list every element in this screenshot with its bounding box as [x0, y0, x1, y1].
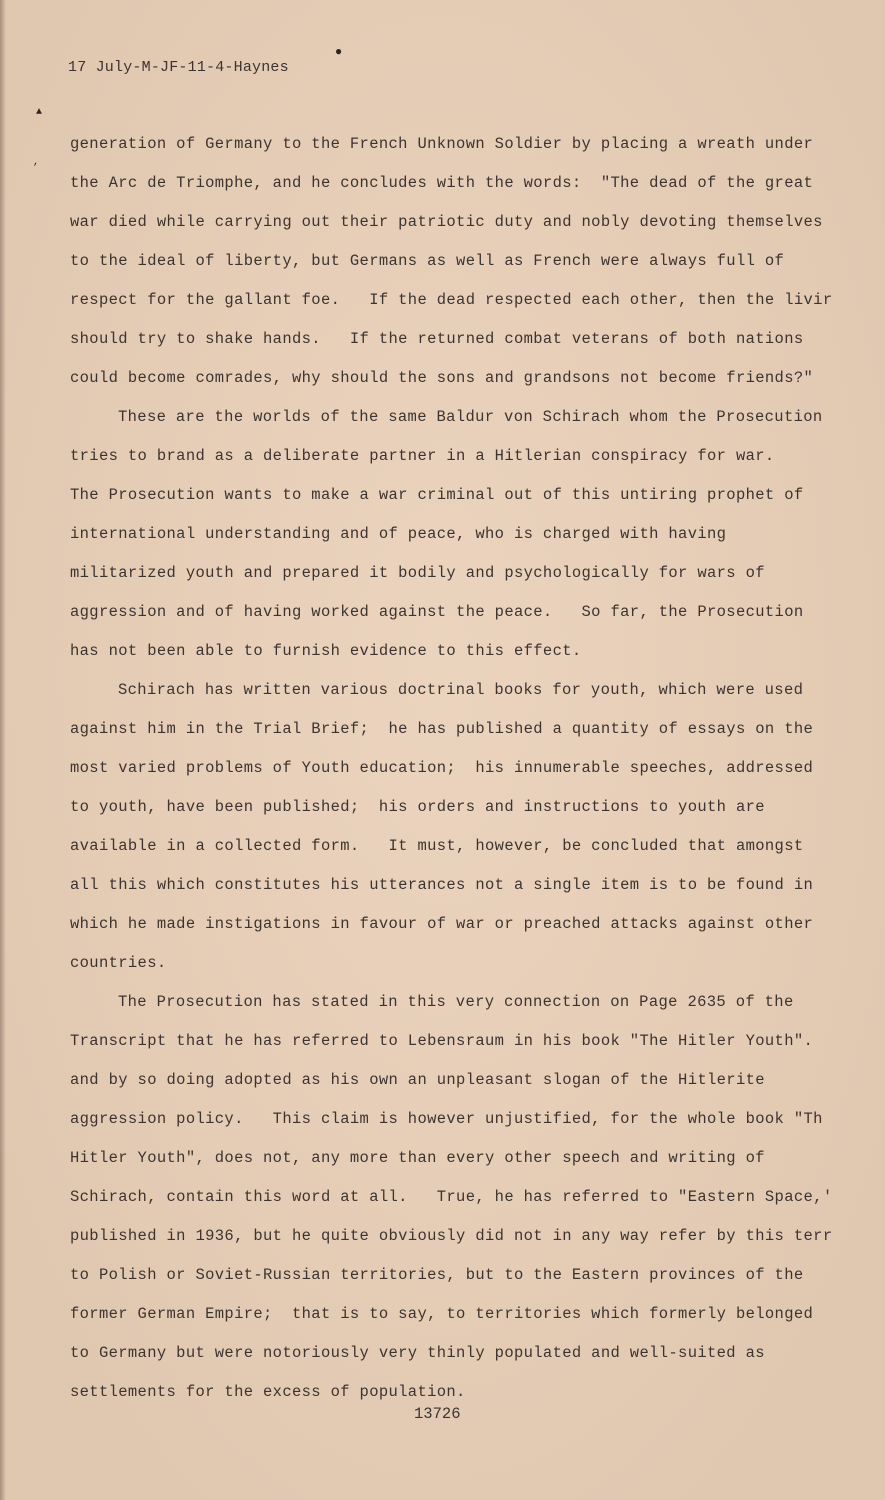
text-line: to Polish or Soviet-Russian territories, but to the Eastern provinces of the	[70, 1266, 804, 1284]
text-line: The Prosecution has stated in this very connection on Page 2635 of the	[118, 993, 794, 1011]
text-line: which he made instigations in favour of war or preached attacks against other	[70, 915, 814, 933]
text-line: most varied problems of Youth education; his innumerable speeches, addressed	[70, 759, 814, 777]
text-line: respect for the gallant foe. If the dead respected each other, then the livir	[70, 291, 833, 309]
text-line: Schirach, contain this word at all. True, he has referred to "Eastern Space,'	[70, 1188, 833, 1206]
text-line: war died while carrying out their patriotic duty and nobly devoting themselves	[70, 213, 823, 231]
text-line: aggression and of having worked against the peace. So far, the Prosecution	[70, 603, 804, 621]
text-line: available in a collected form. It must, however, be concluded that amongst	[70, 837, 804, 855]
text-line: should try to shake hands. If the returned combat veterans of both nations	[70, 330, 804, 348]
text-line: to youth, have been published; his orders and instructions to youth are	[70, 798, 765, 816]
text-line: and by so doing adopted as his own an unpleasant slogan of the Hitlerite	[70, 1071, 765, 1089]
paper-edge-shadow	[0, 0, 6, 1500]
text-line: has not been able to furnish evidence to this effect.	[70, 642, 582, 660]
text-line: The Prosecution wants to make a war criminal out of this untiring prophet of	[70, 486, 804, 504]
text-line: Hitler Youth", does not, any more than every other speech and writing of	[70, 1149, 765, 1167]
text-line: international understanding and of peace, who is charged with having	[70, 525, 727, 543]
ink-speck: ,	[33, 157, 40, 168]
text-line: aggression policy. This claim is however unjustified, for the whole book "Th	[70, 1110, 823, 1128]
ink-speck: ▲	[36, 107, 43, 118]
text-line: tries to brand as a deliberate partner in a Hitlerian conspiracy for war.	[70, 447, 775, 465]
ink-speck: ●	[335, 45, 343, 59]
text-line: generation of Germany to the French Unknown Soldier by placing a wreath under	[70, 135, 814, 153]
text-line: former German Empire; that is to say, to territories which formerly belonged	[70, 1305, 814, 1323]
text-line: militarized youth and prepared it bodily and psychologically for wars of	[70, 564, 765, 582]
text-line: These are the worlds of the same Baldur von Schirach whom the Prosecution	[118, 408, 823, 426]
text-line: could become comrades, why should the sons and grandsons not become friends?"	[70, 369, 814, 387]
text-line: to Germany but were notoriously very thinly populated and well-suited as	[70, 1344, 765, 1362]
text-line: all this which constitutes his utterances not a single item is to be found in	[70, 876, 814, 894]
text-line: countries.	[70, 954, 167, 972]
text-line: to the ideal of liberty, but Germans as well as French were always full of	[70, 252, 785, 270]
text-line: the Arc de Triomphe, and he concludes with the words: "The dead of the great	[70, 174, 814, 192]
text-line: Transcript that he has referred to Lebensraum in his book "The Hitler Youth".	[70, 1032, 814, 1050]
page-number: 13726	[414, 1405, 461, 1423]
document-header: 17 July-M-JF-11-4-Haynes	[68, 59, 289, 76]
text-line: Schirach has written various doctrinal books for youth, which were used	[118, 681, 804, 699]
text-line: against him in the Trial Brief; he has published a quantity of essays on the	[70, 720, 814, 738]
text-line: published in 1936, but he quite obviously did not in any way refer by this terr	[70, 1227, 833, 1245]
text-line: settlements for the excess of population.	[70, 1383, 466, 1401]
